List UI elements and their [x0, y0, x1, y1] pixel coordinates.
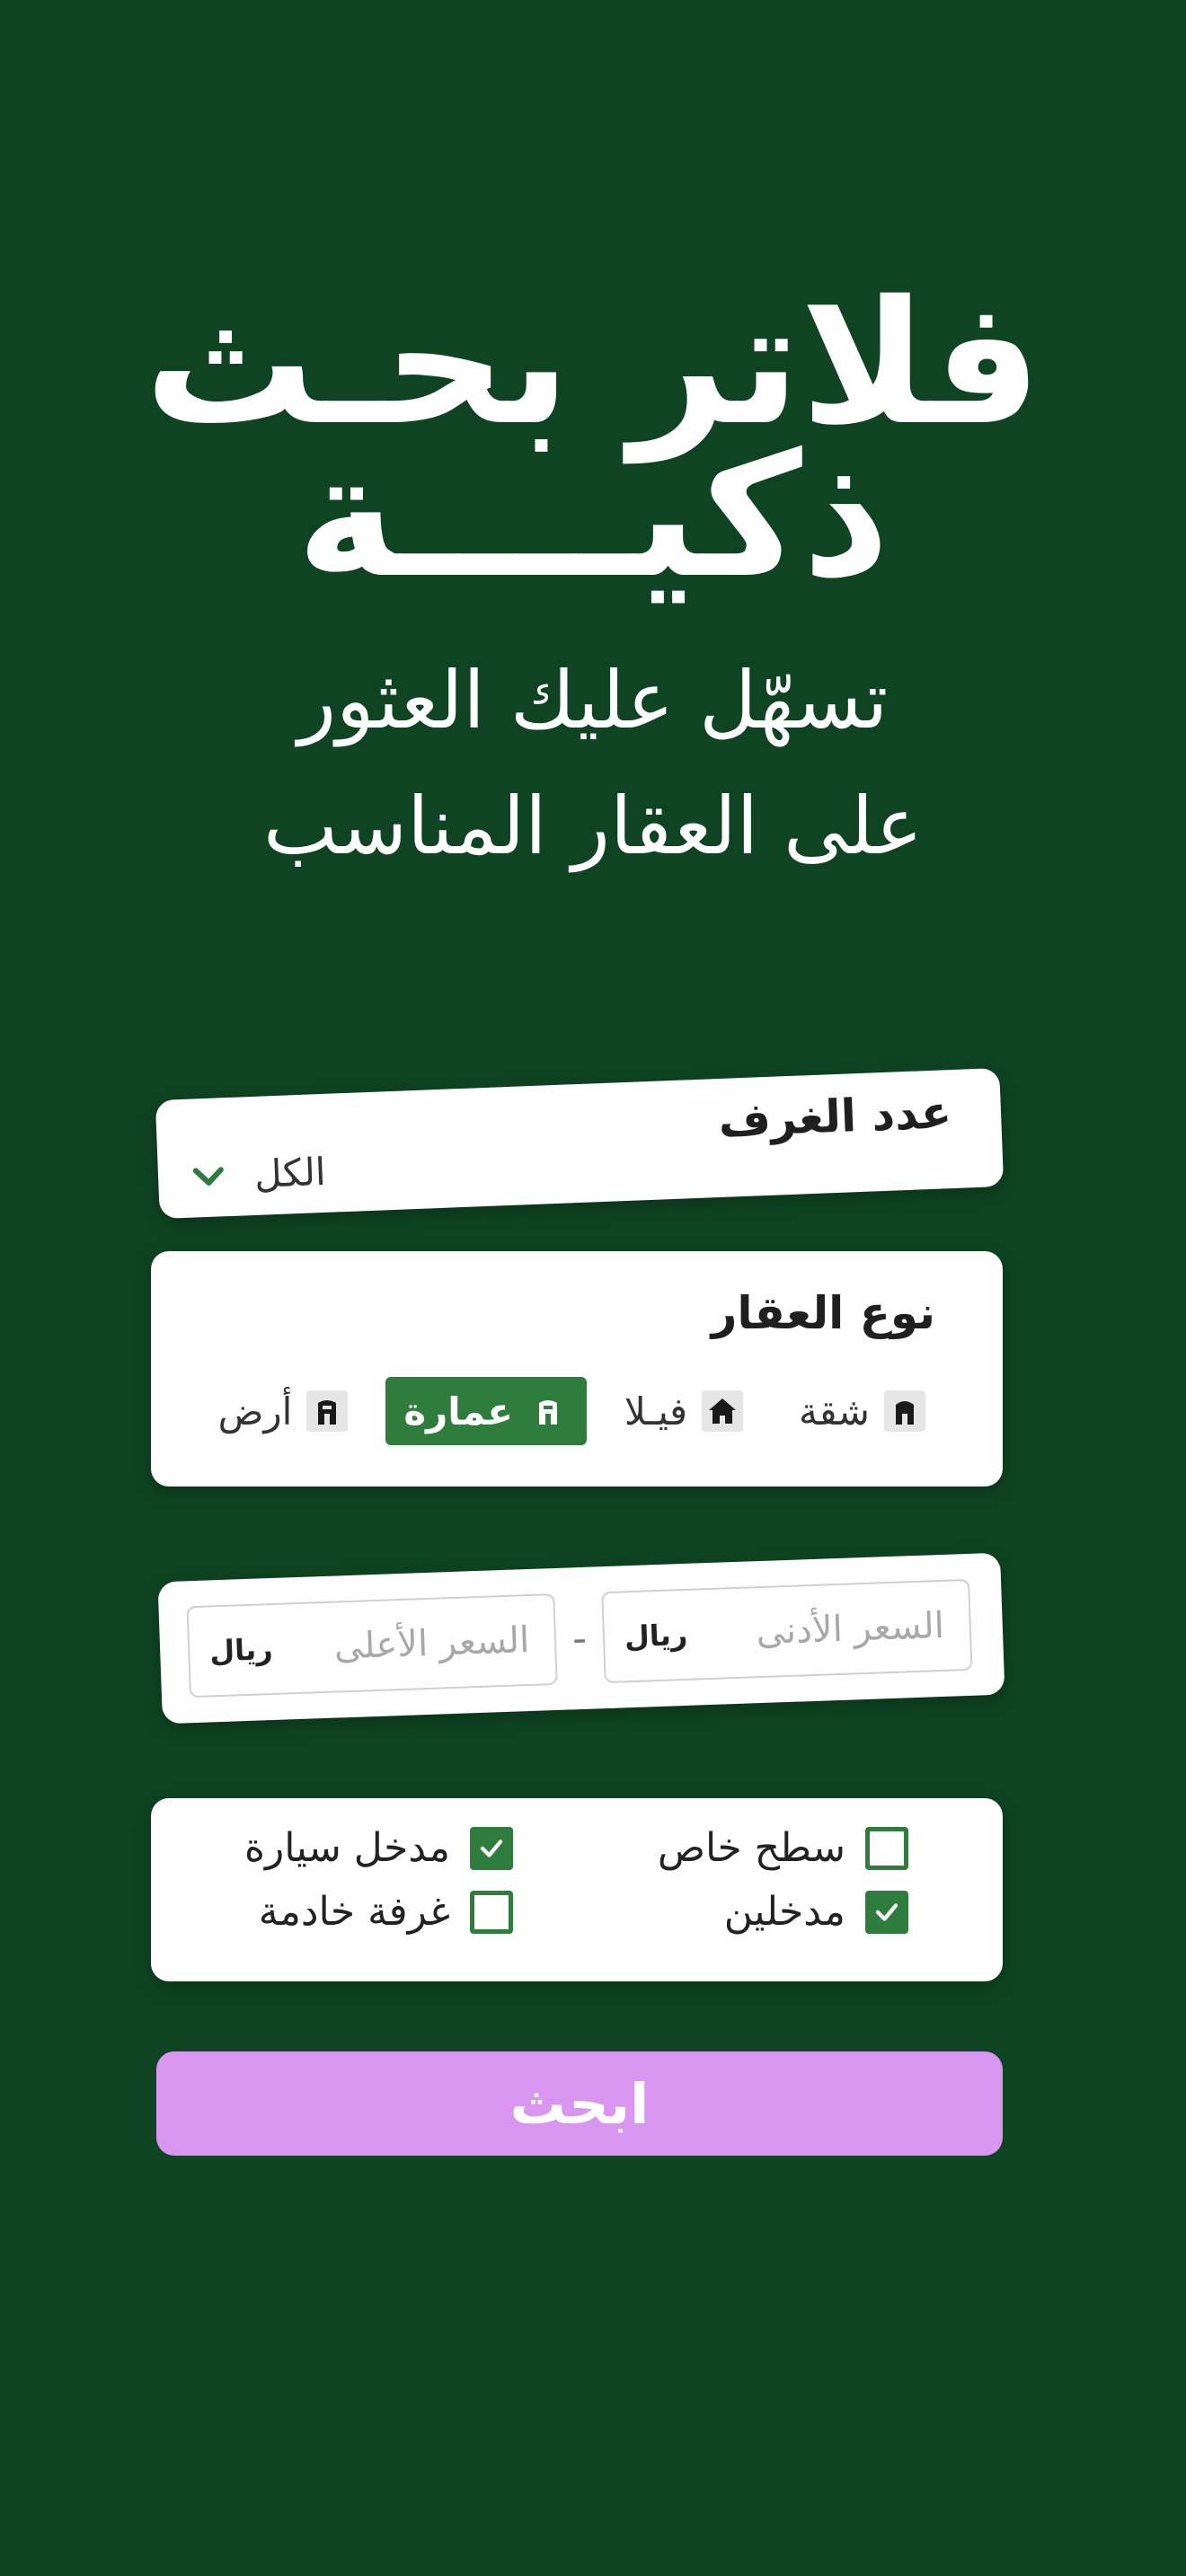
feature-label: سطح خاص [657, 1825, 845, 1871]
property-type-apartment-label: شقة [799, 1389, 870, 1434]
property-type-land-label: أرض [217, 1389, 293, 1434]
features-grid [208, 1825, 908, 1935]
property-type-options [200, 1377, 943, 1445]
chevron-down-icon [189, 1157, 228, 1196]
property-type-land[interactable] [200, 1377, 367, 1445]
building-icon [306, 1390, 348, 1432]
headline-line-1: فلاتر بحـث [144, 264, 1042, 463]
feature-car-entrance[interactable] [208, 1825, 513, 1871]
max-price-currency: ريال [208, 1632, 274, 1669]
features-card [151, 1798, 1003, 1981]
property-type-building[interactable] [385, 1377, 587, 1445]
feature-label: مدخل سيارة [243, 1825, 450, 1871]
house-icon [702, 1390, 743, 1432]
feature-maid-room[interactable] [208, 1889, 513, 1935]
subheadline-line-1: تسهّل عليك العثور [297, 654, 889, 746]
rooms-filter-card [155, 1068, 1004, 1219]
max-price-input[interactable] [187, 1593, 558, 1698]
feature-two-entrances[interactable] [513, 1889, 908, 1935]
subheadline-line-2: على العقار المناسب [262, 780, 924, 872]
rooms-label: عدد الغرف [717, 1086, 953, 1148]
headline-line-2: ذكيــــة [296, 417, 890, 615]
max-price-placeholder: السعر الأعلى [333, 1619, 530, 1668]
feature-label: مدخلين [723, 1889, 845, 1935]
property-type-villa-label: فيـلا [624, 1389, 688, 1434]
headline [0, 264, 1186, 615]
price-range-row [187, 1579, 973, 1698]
property-type-villa[interactable] [606, 1377, 761, 1445]
price-range-card [158, 1553, 1005, 1725]
search-button[interactable]: ابحث [156, 2051, 1003, 2156]
min-price-input[interactable] [601, 1579, 972, 1683]
min-price-placeholder: السعر الأدنى [755, 1604, 945, 1654]
rooms-select[interactable] [189, 1150, 326, 1199]
min-price-currency: ريال [624, 1617, 688, 1654]
property-type-label: نوع العقار [711, 1287, 935, 1339]
feature-private-roof[interactable] [513, 1825, 908, 1871]
property-type-card [151, 1251, 1003, 1486]
checkbox-checked-icon[interactable] [865, 1891, 908, 1934]
building-icon [884, 1390, 925, 1432]
checkbox-unchecked-icon[interactable] [865, 1827, 908, 1870]
property-type-building-label: عمارة [403, 1389, 513, 1434]
feature-label: غرفة خادمة [258, 1889, 450, 1935]
checkbox-checked-icon[interactable] [470, 1827, 513, 1870]
price-separator: - [571, 1615, 588, 1662]
building-icon [527, 1390, 569, 1432]
property-type-apartment[interactable] [781, 1377, 943, 1445]
rooms-select-value: الكل [253, 1149, 327, 1196]
checkbox-unchecked-icon[interactable] [470, 1891, 513, 1934]
subheadline [0, 638, 1186, 889]
